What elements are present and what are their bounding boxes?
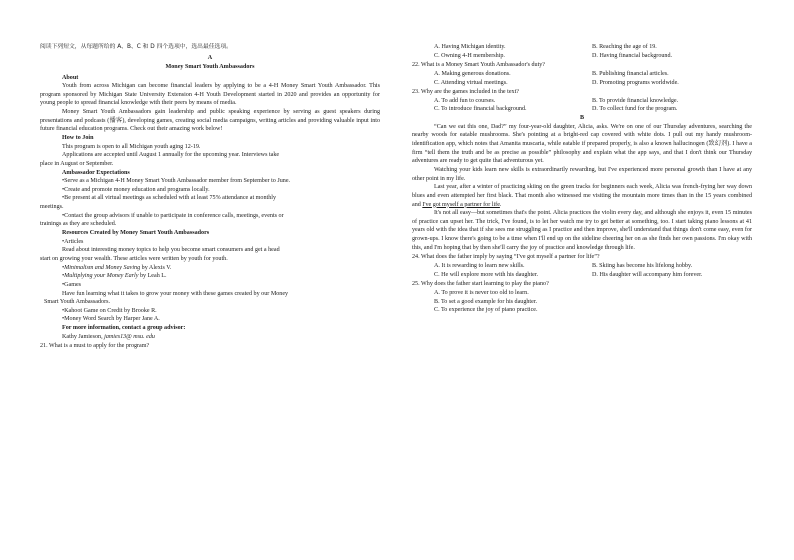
p3-end: . xyxy=(499,201,502,208)
contact-line xyxy=(40,333,380,342)
question-21-stem: 21. What is a must to apply for the program? xyxy=(40,343,150,350)
passage-b-paragraph-1: “Can we eat this one, Dad?” my four-year-old daughter, Alicia, asks. We're on one of our Thursday adventures, searching the nearby woods for eatable mushrooms. She's pointing at a bright-red cap covered with white dots. I pull out my handy mushroom-identification app, which notes that Amanita muscaria, while eatable if prepared properly, is also a known hallucinogen (致幻剂). I have a firm “tell them the truth and be as precise as possible” philosophy and explain what the app says, and that I don't think our Thursday adventures are ready to get quite that adventurous yet. xyxy=(412,123,752,165)
right-column xyxy=(412,43,752,315)
game-1: •Kahoot Game on Credit by Brooke R. xyxy=(62,307,157,314)
q24-option-a: A. It is rewarding to learn new skills. xyxy=(434,263,525,270)
q24-option-b: B. Skiing has become his lifelong hobby. xyxy=(592,263,693,270)
expectation-3a: •Be present at all virtual meetings as scheduled with at least 75% attendance at monthly xyxy=(62,195,276,202)
passage-a-title: Money Smart Youth Ambassadors xyxy=(165,63,255,70)
passage-b-paragraph-2: Watching your kids learn new skills is extraordinarily rewarding, but I've experienced more personal growth than I have at any other point in my life. xyxy=(412,166,752,182)
join-line-2b: place in August or September. xyxy=(40,160,114,167)
question-25-stem: 25. Why does the father start learning to play the piano? xyxy=(412,281,549,288)
question-22-stem: 22. What is a Money Smart Youth Ambassador's duty? xyxy=(412,62,546,69)
q21-option-a: A. Having Michigan identity. xyxy=(434,44,506,50)
article-1-title: •Minimalism and Money Saving xyxy=(62,264,141,271)
article-2-title: •Multiplying your Money Early xyxy=(62,273,139,280)
resources-heading: Resources Created by Money Smart Youth Ambassadors xyxy=(62,230,210,237)
question-23-stem: 23. Why are the games included in the text? xyxy=(412,89,520,96)
expectation-3b: meetings. xyxy=(40,204,64,211)
q25-option-c: C. To experience the joy of piano practice. xyxy=(434,307,538,314)
join-line-2a: Applications are accepted until August 1 annually for the upcoming year. Interviews take xyxy=(62,152,280,159)
expectation-2: •Create and promote money education and programs locally. xyxy=(62,186,210,193)
article-1-author: by Alexis V. xyxy=(140,264,172,271)
games-desc-b: Smart Youth Ambassadors. xyxy=(44,299,111,306)
passage-b-paragraph-3 xyxy=(412,183,752,209)
contact-heading: For more information, contact a group advisor: xyxy=(62,325,186,332)
contact-email: jamies13@ msu. edu xyxy=(104,333,155,340)
q25-option-b: B. To set a good example for his daughter. xyxy=(434,298,538,305)
about-paragraph-1: Youth from across Michigan can become financial leaders by applying to be a 4-H Money Smart Youth Ambassador. This program sponsored by Michigan State University Extension 4-H Youth Development started in 2020 and provides an opportunity for young people to spread financial knowledge with their peers by means of media. xyxy=(40,83,380,107)
article-2 xyxy=(40,272,380,281)
join-heading: How to Join xyxy=(62,134,94,141)
resources-games: •Games xyxy=(62,281,82,288)
expectation-1: •Serve as a Michigan 4-H Money Smart Youth Ambassador member from September to June. xyxy=(62,178,291,185)
games-desc-a: Have fun learning what it takes to grow your money with these games created by our Money xyxy=(62,290,289,297)
q23-option-b: B. To provide financial knowledge. xyxy=(592,97,679,104)
p3-underlined-phrase: I've got myself a partner for life xyxy=(422,201,500,208)
passage-b-paragraph-4: It's not all easy—but sometimes that's the point. Alicia practices the violin every day, and although she enjoys it, even 15 minutes of practice can upset her. The trick, I've found, is to let her watch me try to get better at something, too. I start taking piano lessons at 41 years old with the idea that if she sees me struggling as I practice and then improve, she'll understand that things don't come easy, even for grown-ups. I know there's going to be a time when I'll end up on the sideline cheering her on as she finds her own passions. I'm okay with this, and I'm hoping that by then she'll carry the joy of practice and knowledge through life. xyxy=(412,210,752,251)
q23-option-d: D. To collect fund for the program. xyxy=(592,106,678,113)
article-2-author: by Leah L. xyxy=(138,273,167,280)
question-24-options xyxy=(412,262,752,279)
game-2: •Money Word Search by Harper Jane A. xyxy=(62,316,160,323)
q22-option-b: B. Publishing financial articles. xyxy=(592,70,669,77)
resources-articles: •Articles xyxy=(62,238,84,245)
about-heading: About xyxy=(62,74,79,81)
passage-a-label: A xyxy=(207,55,213,62)
articles-desc-b: start on growing your wealth. These articles were written by youth for youth. xyxy=(40,255,228,262)
q21-option-d: D. Having financial background. xyxy=(592,52,673,59)
expectation-4b: trainings as they are scheduled. xyxy=(40,221,117,228)
q23-option-c: C. To introduce financial background. xyxy=(434,106,527,113)
join-line-1: This program is open to all Michigan youth aging 12-19. xyxy=(62,143,201,150)
q25-option-a: A. To prove it is never too old to learn. xyxy=(434,289,529,296)
question-23-options xyxy=(412,97,752,114)
q22-option-a: A. Making generous donations. xyxy=(434,70,511,77)
expectations-heading: Ambassador Expectations xyxy=(62,169,130,176)
q24-option-d: D. His daughter will accompany him forever. xyxy=(592,271,703,278)
passage-b-label: B xyxy=(579,115,585,122)
q22-option-c: C. Attending virtual meetings. xyxy=(434,79,508,86)
q24-option-c: C. He will explore more with his daughter. xyxy=(434,271,539,278)
article-1 xyxy=(40,264,380,273)
question-22-options xyxy=(412,70,752,87)
q23-option-a: A. To add fun to courses. xyxy=(434,97,496,104)
q21-option-c: C. Owning 4-H membership. xyxy=(434,52,505,59)
q21-option-b: B. Reaching the age of 19. xyxy=(592,44,657,50)
question-24-stem: 24. What does the father imply by saying “I've got myself a partner for life”? xyxy=(412,254,600,261)
left-column xyxy=(40,43,380,351)
expectation-4a: •Contact the group advisors if unable to participate in conference calls, meetings, events or xyxy=(62,212,284,219)
p3-text: Last year, after a winter of practicing skiing on the green tracks for beginners each week, Alicia was french-frying her way down blues and even attempted her first black. That month also witnessed me visiting the mountain more times than in the 15 years combined and xyxy=(412,184,752,208)
question-21-options xyxy=(412,43,752,60)
articles-desc-a: Read about interesting money topics to help you become smart consumers and get a head xyxy=(62,247,280,254)
contact-name: Kathy Jamieson, xyxy=(62,333,105,340)
about-paragraph-2: Money Smart Youth Ambassadors gain leadership and public speaking experience by serving as guest speakers during presentations and podcasts (播客), developing games, creating social media campaigns, writing articles and providing valuable input into future financial education programs. Check out their amazing work below! xyxy=(40,109,380,133)
q22-option-d: D. Promoting programs worldwide. xyxy=(592,79,679,86)
instruction: 阅读下列短文，从每题所给的 A、B、C 和 D 四个选项中，选出最佳选项。 xyxy=(40,44,232,50)
